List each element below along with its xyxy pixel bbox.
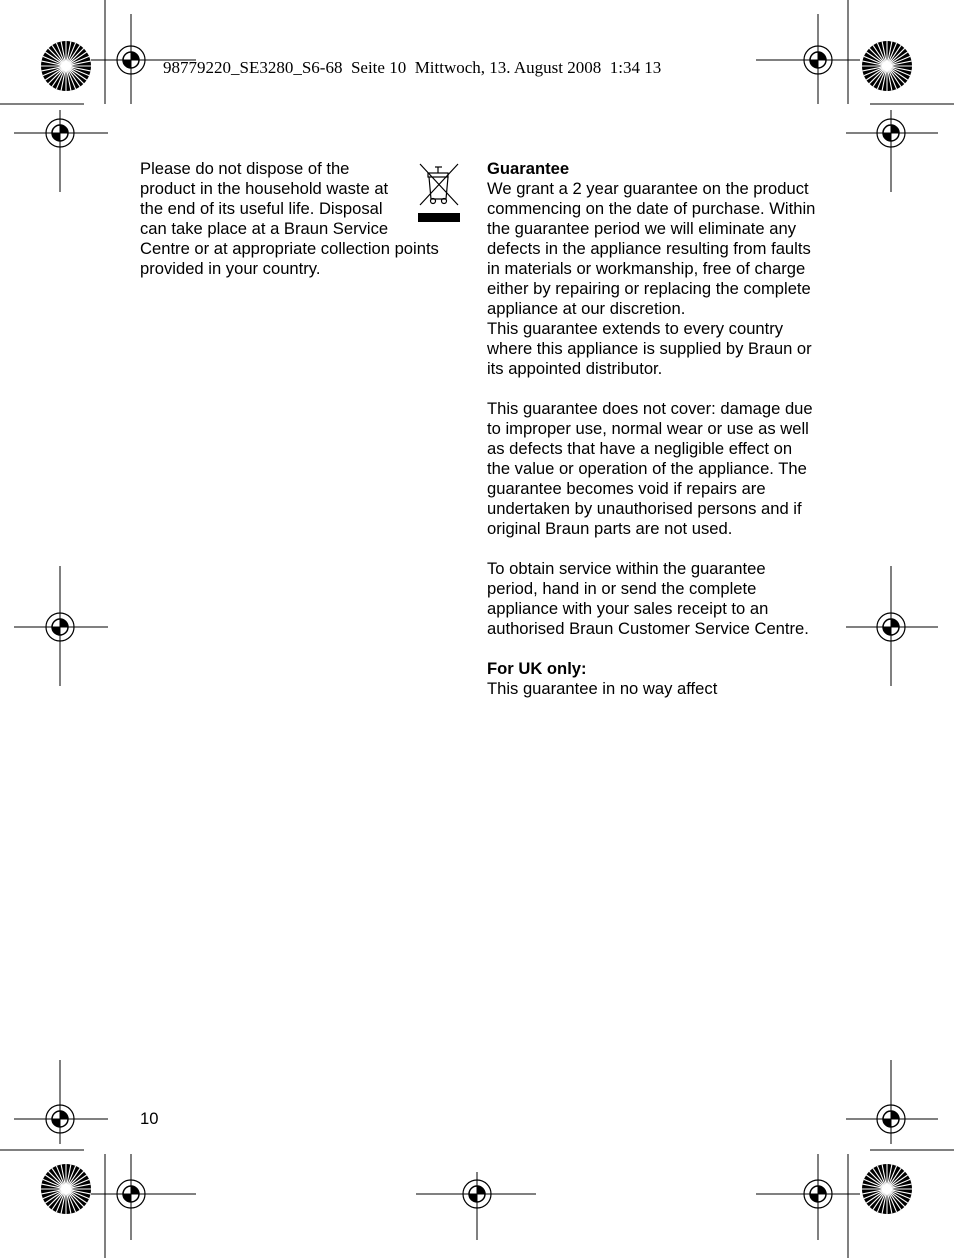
guarantee-paragraph-4: To obtain service within the guarantee period, hand in or send the complete appliance with your sales receipt to an authorised Braun Customer Service Centre. xyxy=(487,559,809,638)
disposal-column xyxy=(140,159,470,279)
guarantee-paragraph-2: This guarantee extends to every country where this appliance is supplied by Braun or its appointed distributor. xyxy=(487,319,812,378)
page-number: 10 xyxy=(140,1109,159,1128)
crossed-out-wheelie-bin-icon xyxy=(414,163,464,225)
uk-heading: For UK only: xyxy=(487,659,587,678)
guarantee-paragraph-5: This guarantee in no way affect xyxy=(487,679,718,698)
guarantee-heading: Guarantee xyxy=(487,159,570,178)
guarantee-column xyxy=(487,159,817,699)
disposal-text: Please do not dispose of the product in the household waste at the end of its useful life. Disposal can take place at a Braun Service Centre or at appropriate collection points provided in your country. xyxy=(140,159,439,278)
guarantee-paragraph-1: We grant a 2 year guarantee on the product commencing on the date of purchase. Within the guarantee period we will eliminate any defects in the appliance resulting from faults in materials or workmanship, free of charge either by repairing or replacing the complete appliance at our discretion. xyxy=(487,179,816,318)
print-slug: 98779220_SE3280_S6-68 Seite 10 Mittwoch, 13. August 2008 1:34 13 xyxy=(163,58,662,77)
guarantee-paragraph-3: This guarantee does not cover: damage due to improper use, normal wear or use as well as defects that have a negligible effect on the value or operation of the appliance. The guarantee becomes void if repairs are undertaken by unauthorised persons and if original Braun parts are not used. xyxy=(487,399,813,538)
